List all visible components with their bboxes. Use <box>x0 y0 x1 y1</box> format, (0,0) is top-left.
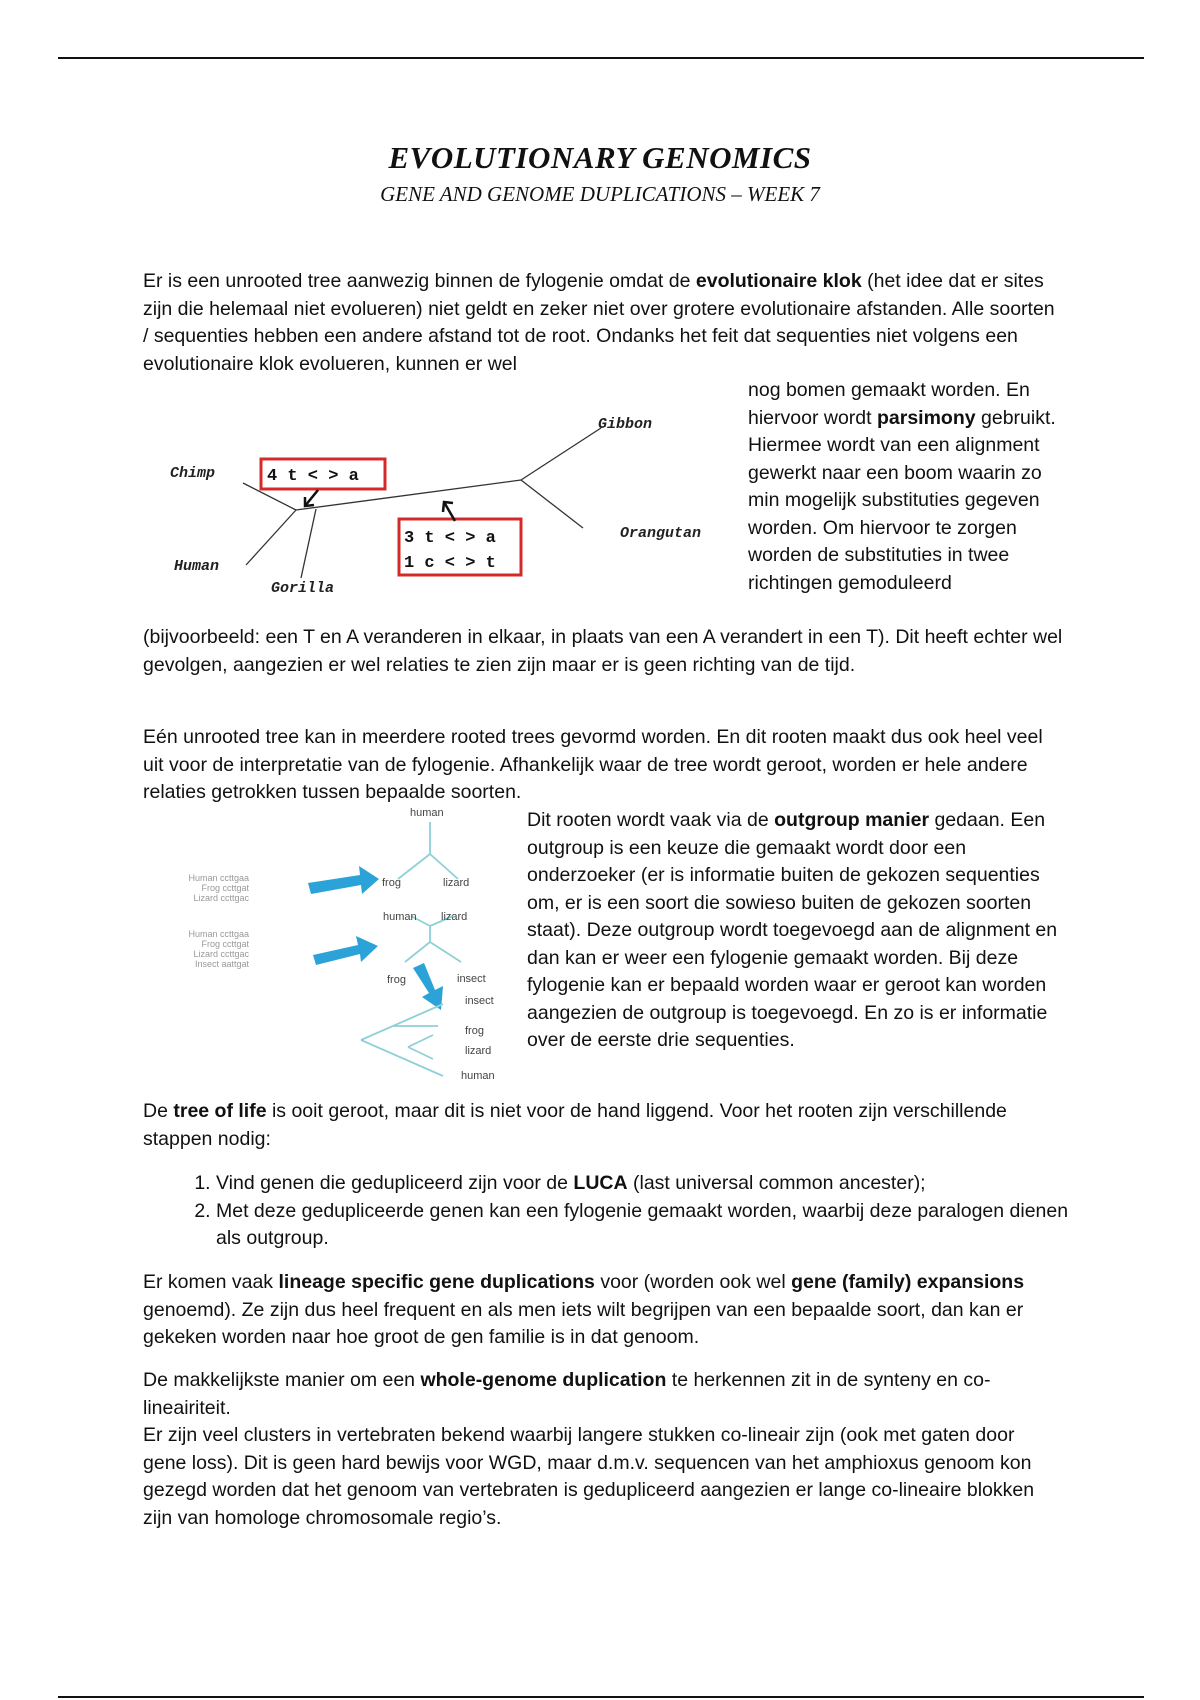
alignment-2-row: Insect aattgat <box>194 959 249 969</box>
human-label: Human <box>174 558 220 575</box>
alignment-1-row: Human ccttgaa <box>188 873 249 883</box>
tree-3 <box>361 1004 443 1076</box>
gorilla-label: Gorilla <box>271 580 335 597</box>
list-item: 1. Vind genen die gedupliceerd zijn voor de LUCA (last universal common ancester); <box>216 1170 1096 1198</box>
list-item: 2. Met deze gedupliceerde genen kan een fylogenie gemaakt worden, waarbij deze paralogen dienen als outgroup. <box>216 1198 1096 1253</box>
tree-2-left: frog <box>387 974 406 986</box>
tree-1-left: frog <box>382 877 401 889</box>
tree-2-top-left: human <box>383 911 417 923</box>
tree-3-leaf: lizard <box>465 1045 492 1057</box>
alignment-1-row: Frog ccttgat <box>201 883 249 893</box>
tree-1 <box>398 822 458 879</box>
tree-1-top: human <box>410 807 444 819</box>
arrow-2 <box>313 936 378 965</box>
orangutan-branch <box>521 480 583 528</box>
paragraph-wgd: De makkelijkste manier om een whole-genome duplication te herkennen zit in de synteny en co-lineairiteit. Er zijn veel clusters in vertebraten bekend waarbij langere stukken co-lineair zijn (ook met gaten door gene loss). Dit is geen hard bewijs voor WGD, maar d.m.v. sequencen van het amphioxus genoom kon gezegd worden dat het genoom van vertebraten is gedupliceerd aangezien er lange co-lineaire blokken zijn van homologe chromosomale regio’s. <box>143 1369 1035 1529</box>
substitution-box-2-line2: 1 c < > t <box>404 554 496 573</box>
tree-2-top-right: lizard <box>441 911 468 923</box>
alignment-2-row: Frog ccttgat <box>201 939 249 949</box>
paragraph-parsimony-continued: (bijvoorbeeld: een T en A veranderen in elkaar, in plaats van een A verandert in een T). Dit heeft echter wel gevolgen, aangezien er wel relaties te zien zijn maar er is geen richting van de tijd. <box>143 626 1063 676</box>
chimp-label: Chimp <box>170 465 216 482</box>
bottom-rule <box>58 1696 1144 1698</box>
alignment-2-row: Human ccttgaa <box>188 929 249 939</box>
orangutan-label: Orangutan <box>620 525 702 542</box>
rooting-steps-list <box>180 1170 1096 1253</box>
alignment-2-row: Lizard ccttgac <box>193 949 249 959</box>
substitution-box-1-text: 4 t < > a <box>267 467 359 486</box>
outgroup-rooting-figure <box>143 804 508 1082</box>
substitution-box-2-line1: 3 t < > a <box>404 529 496 548</box>
page-subtitle: GENE AND GENOME DUPLICATIONS – WEEK 7 <box>380 182 820 206</box>
tree-1-right: lizard <box>443 877 470 889</box>
paragraph-gene-duplications: Er komen vaak lineage specific gene duplications voor (worden ook wel gene (family) expansions genoemd). Ze zijn dus heel frequent en als men iets wilt begrijpen van een bepaalde soort, dan kan er gekeken worden naar hoe groot de gen familie is in dat genoom. <box>143 1271 1025 1348</box>
tree-3-leaf: insect <box>465 995 494 1007</box>
tree-3-leaf: frog <box>465 1025 484 1037</box>
unrooted-tree-figure <box>143 398 733 603</box>
gorilla-branch <box>301 509 316 578</box>
paragraph-tree-of-life: De tree of life is ooit geroot, maar dit is niet voor de hand liggend. Voor het rooten zijn verschillende stappen nodig: <box>143 1100 1007 1150</box>
arrow-3 <box>413 963 443 1010</box>
paragraph-rooting: Eén unrooted tree kan in meerdere rooted trees gevormd worden. En dit rooten maakt dus ook heel veel uit voor de interpretatie van de fylogenie. Afhankelijk waar de tree wordt geroot, worden er hele andere relaties getrokken tussen bepaalde soorten. <box>143 726 1043 803</box>
gibbon-label: Gibbon <box>598 416 653 433</box>
paragraph-evolutionary-clock: Er is een unrooted tree aanwezig binnen de fylogenie omdat de evolutionaire klok (het idee dat er sites zijn die helemaal niet evolueren) niet geldt en zeker niet over grotere evolutionaire afstanden. Alle soorten / sequenties hebben een andere afstand tot de root. Ondanks het feit dat sequenties niet volgens een evolutionaire klok evolueren, kunnen er wel <box>143 270 1055 375</box>
arrow-1 <box>308 866 379 894</box>
tree-3-leaf: human <box>461 1070 495 1082</box>
alignment-1-row: Lizard ccttgac <box>193 893 249 903</box>
paragraph-parsimony: nog bomen gemaakt worden. En hiervoor wordt parsimony gebruikt. Hiermee wordt van een alignment gewerkt naar een boom waarin zo min mogelijk substituties gegeven worden. Om hiervoor te zorgen worden de substituties in twee richtingen gemoduleerd <box>748 379 1056 594</box>
arrow-to-chimp-node <box>305 490 318 506</box>
top-rule <box>58 57 1144 59</box>
page-title: EVOLUTIONARY GENOMICS <box>388 140 812 175</box>
human-branch <box>246 510 296 565</box>
tree-2-right: insect <box>457 973 486 985</box>
paragraph-outgroup: Dit rooten wordt vaak via de outgroup manier gedaan. Een outgroup is een keuze die gemaakt wordt door een onderzoeker (er is informatie buiten de gekozen sequenties om, er is een soort die sowieso buiten de gekozen soorten staat). Deze outgroup wordt toegevoegd aan de alignment en dan kan er weer een fylogenie gemaakt worden. Bij deze fylogenie kan er bepaald worden waar er geroot kan worden aangezien de outgroup is toegevoegd. En zo is er informatie over de eerste drie sequenties. <box>527 809 1058 1051</box>
gibbon-branch <box>521 428 601 480</box>
